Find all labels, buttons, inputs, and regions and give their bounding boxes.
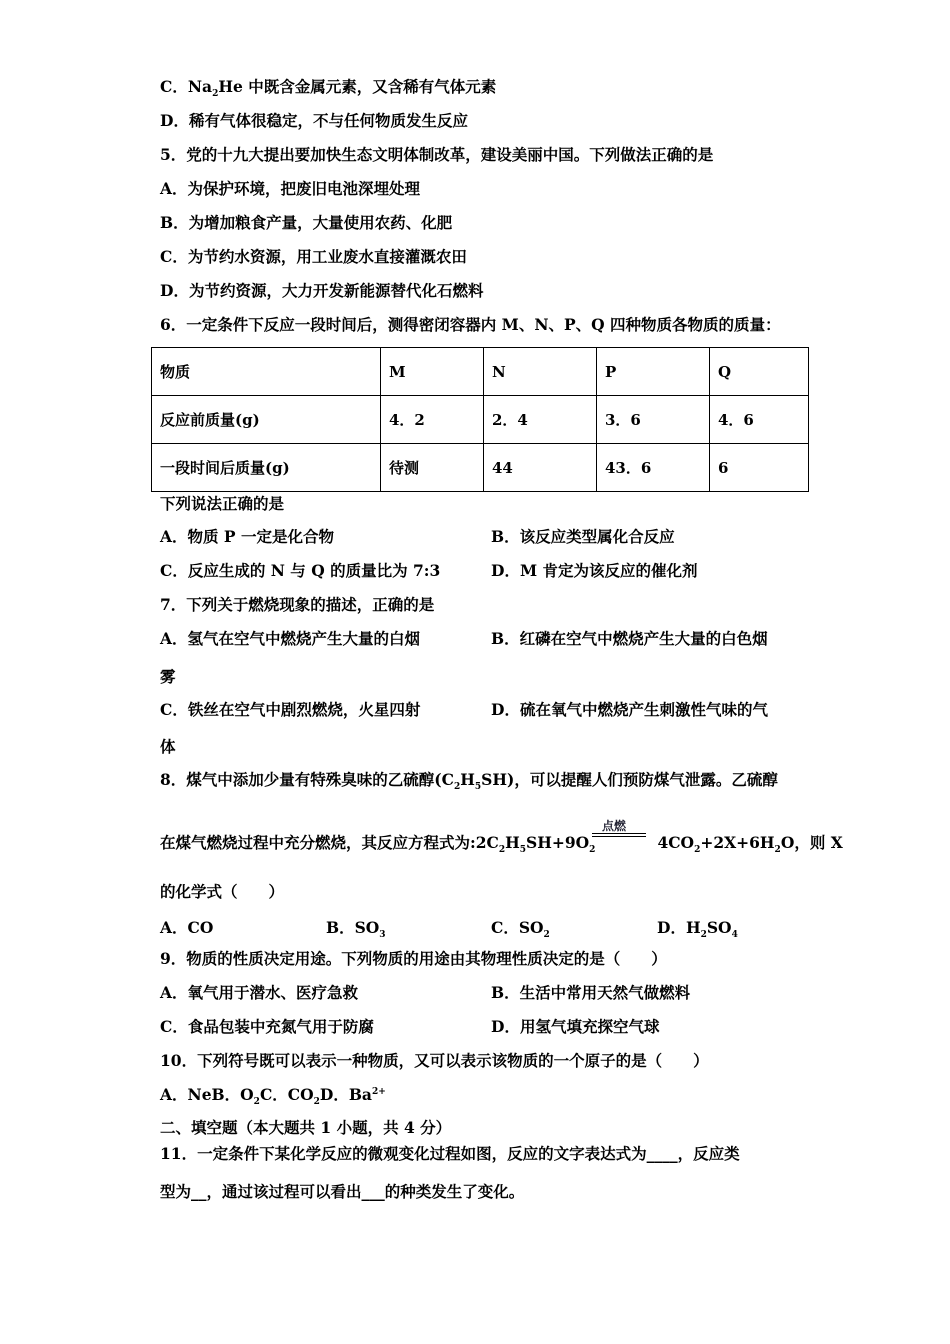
q4-option-c: C．$Na_2He$ 中既含金属元素，又含稀有气体元素 [160, 77, 497, 100]
q8-option-d: D．$H_2SO_4$ [657, 918, 738, 941]
table-row [152, 444, 809, 492]
q6-option-b: B．该反应类型属化合反应 [491, 527, 675, 546]
q10-options: A．NeB．$O_2C$．$CO_2D$．$Ba^{2+}$ [160, 1085, 386, 1108]
q6-option-d: D．M 肯定为该反应的催化剂 [491, 561, 698, 580]
q11-line2: 型为__，通过该过程可以看出___的种类发生了变化。 [160, 1182, 525, 1201]
q6-follow: 下列说法正确的是 [160, 494, 285, 513]
q7-option-b: B．红磷在空气中燃烧产生大量的白色烟 [491, 629, 768, 648]
q7-option-a: A．氢气在空气中燃烧产生大量的白烟 [160, 629, 421, 648]
table-cell: 44 [484, 444, 597, 492]
table-cell: N [484, 348, 597, 396]
q9-option-c: C．食品包装中充氮气用于防腐 [160, 1017, 374, 1036]
table-cell: 43．6 [597, 444, 710, 492]
q5-option-a: A．为保护环境，把废旧电池深埋处理 [160, 179, 421, 198]
q9-stem: 9．物质的性质决定用途。下列物质的用途由其物理性质决定的是（ ） [160, 949, 667, 968]
table-cell: 物质 [152, 348, 381, 396]
q4-option-d: D．稀有气体很稳定，不与任何物质发生反应 [160, 111, 468, 130]
section-title: 二、填空题（本大题共 1 小题，共 4 分） [160, 1118, 452, 1137]
condition-label: 点燃 [602, 819, 627, 833]
q7-option-d: D．硫在氧气中燃烧产生刺激性气味的气 [491, 700, 768, 719]
q8-option-c: C．$SO_2$ [491, 918, 550, 941]
table-row [152, 348, 809, 396]
q7-option-c: C．铁丝在空气中剧烈燃烧，火星四射 [160, 700, 421, 719]
q5-option-c: C．为节约水资源，用工业废水直接灌溉农田 [160, 247, 467, 266]
reaction-condition-arrow [592, 817, 646, 839]
q5-stem: 5．党的十九大提出要加快生态文明体制改革，建设美丽中国。下列做法正确的是 [160, 145, 714, 164]
table-cell: 反应前质量(g) [152, 396, 381, 444]
q6-option-a: A．物质 P 一定是化合物 [160, 527, 334, 546]
table-cell: 4．6 [710, 396, 809, 444]
q8-stem: 8．煤气中添加少量有特殊臭味的乙硫醇$(C_2H_5SH)$，可以提醒人们预防煤气泄露。乙硫醇 [160, 770, 778, 793]
table-cell: Q [710, 348, 809, 396]
q7-option-d-wrap: 体 [160, 737, 176, 756]
table-cell: 6 [710, 444, 809, 492]
table-cell: P [597, 348, 710, 396]
table-row [152, 396, 809, 444]
table-cell: M [381, 348, 484, 396]
table-cell: 4．2 [381, 396, 484, 444]
q8-equation: 在煤气燃烧过程中充分燃烧，其反应方程式为$:2C_2H_5SH+9O_2$ $4CO_2+2X+6H_2O$，则 X [160, 833, 843, 856]
q8-option-a: A．CO [160, 918, 214, 937]
q5-option-b: B．为增加粮食产量，大量使用农药、化肥 [160, 213, 453, 232]
table-cell: 一段时间后质量(g) [152, 444, 381, 492]
table-cell: 3．6 [597, 396, 710, 444]
q9-option-b: B．生活中常用天然气做燃料 [491, 983, 691, 1002]
q6-stem: 6．一定条件下反应一段时间后，测得密闭容器内 M、N、P、Q 四种物质各物质的质量： [160, 315, 781, 334]
q10-stem: 10．下列符号既可以表示一种物质，又可以表示该物质的一个原子的是（ ） [160, 1051, 709, 1070]
q6-mass-table [151, 347, 809, 492]
q7-stem: 7．下列关于燃烧现象的描述，正确的是 [160, 595, 435, 614]
q7-option-b-wrap: 雾 [160, 667, 176, 686]
q11-line1: 11．一定条件下某化学反应的微观变化过程如图，反应的文字表达式为____，反应类 [160, 1144, 740, 1163]
q9-option-a: A．氧气用于潜水、医疗急救 [160, 983, 359, 1002]
q8-tail: 的化学式（ ） [160, 882, 285, 901]
table-cell: 待测 [381, 444, 484, 492]
q5-option-d: D．为节约资源，大力开发新能源替代化石燃料 [160, 281, 484, 300]
q8-option-b: B．$SO_3$ [326, 918, 386, 941]
q9-option-d: D．用氢气填充探空气球 [491, 1017, 660, 1036]
table-cell: 2．4 [484, 396, 597, 444]
equals-bar-top [592, 833, 646, 834]
q6-option-c: C．反应生成的 N 与 Q 的质量比为 7:3 [160, 561, 441, 580]
equals-bar-bottom [592, 836, 646, 837]
